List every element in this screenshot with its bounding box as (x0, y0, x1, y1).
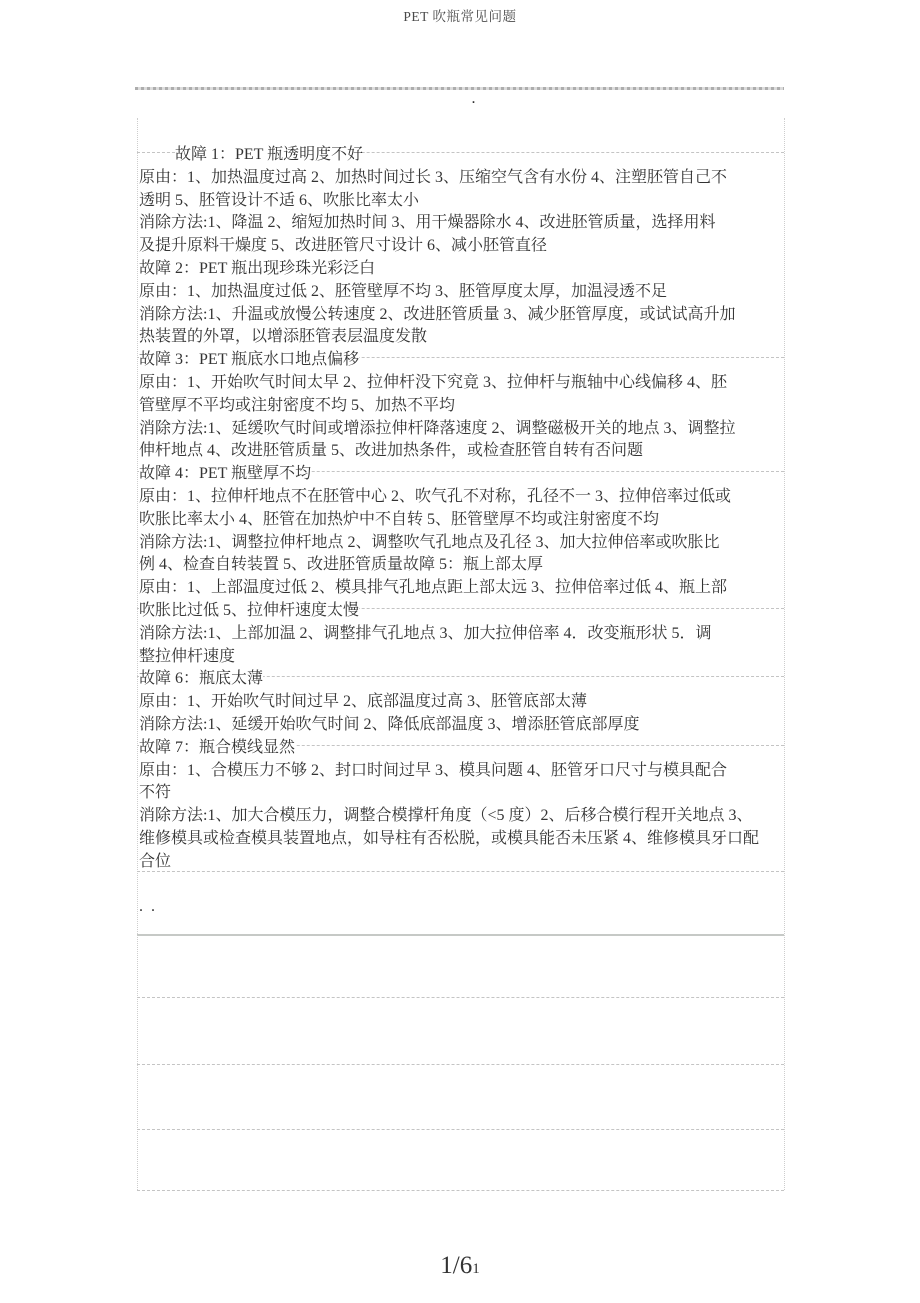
text-line: 故障 2：PET 瓶出现珍珠光彩泛白 (139, 259, 376, 277)
text-line: 热装置的外罩，以增添胚管表层温度发散 (139, 328, 428, 346)
text-line: 例 4、检查自转装置 5、改进胚管质量故障 5：瓶上部太厚 (139, 556, 544, 574)
text-line: 原由：1、加热温度过低 2、胚管壁厚不均 3、胚管厚度太厚，加温浸透不足 (139, 282, 668, 300)
header-separator-dot: . (472, 92, 475, 106)
page-number: 1/6 (440, 1252, 473, 1279)
text-line: 故障 6：瓶底太薄 (139, 670, 264, 688)
text-line: 维修模具或检查模具装置地点，如导柱有否松脱，或模具能否未压紧 4、维修模具牙口配 (139, 829, 760, 847)
text-line: 原由：1、开始吹气时间过早 2、底部温度过高 3、胚管底部太薄 (139, 693, 588, 711)
stray-dots: . . (139, 898, 157, 915)
text-line: 原由：1、加热温度过高 2、加热时间过长 3、压缩空气含有水份 4、注塑胚管自己不 (139, 168, 728, 186)
text-line: 故障 1：PET 瓶透明度不好 (175, 146, 364, 163)
text-line: 原由：1、上部温度过低 2、模具排气孔地点距上部太远 3、拉伸倍率过低 4、瓶上部 (139, 579, 728, 597)
row-divider (137, 1129, 784, 1130)
text-line: 不符 (139, 784, 172, 802)
row-divider (137, 1190, 784, 1191)
row-divider (137, 1064, 784, 1065)
text-line: 原由：1、合模压力不够 2、封口时间过早 3、模具问题 4、胚管牙口尺寸与模具配合 (139, 761, 728, 779)
text-line: 整拉伸杆速度 (139, 647, 236, 665)
header-rule (135, 87, 784, 90)
text-line: 消除方法:1、延缓吹气时间或增添拉伸杆降落速度 2、调整磁极开关的地点 3、调整拉 (139, 419, 736, 437)
text-line: 透明 5、胚管设计不适 6、吹胀比率太小 (139, 191, 420, 209)
text-line: 吹胀比过低 5、拉伸杆速度太慢 (139, 601, 360, 619)
table-border-right (784, 118, 785, 1190)
row-divider-solid (137, 934, 784, 936)
text-line: 消除方法:1、降温 2、缩短加热时间 3、用干燥器除水 4、改进胚管质量，选择用料 (139, 214, 716, 232)
text-line: 及提升原料干燥度 5、改进胚管尺寸设计 6、减小胚管直径 (139, 237, 548, 255)
text-line: 合位 (139, 852, 172, 870)
text-line: 故障 3：PET 瓶底水口地点偏移 (139, 351, 360, 369)
page-footer (0, 1252, 920, 1280)
text-line: 消除方法:1、加大合模压力，调整合模撑杆角度（<5 度）2、后移合模行程开关地点 3、 (139, 807, 753, 825)
text-line: 消除方法:1、调整拉伸杆地点 2、调整吹气孔地点及孔径 3、加大拉伸倍率或吹胀比 (139, 533, 720, 551)
document-body (139, 144, 784, 874)
page-title: PET 吹瓶常见问题 (403, 9, 517, 24)
text-line: 吹胀比率太小 4、胚管在加热炉中不自转 5、胚管壁厚不均或注射密度不均 (139, 510, 660, 528)
text-line: 故障 4：PET 瓶壁厚不均 (139, 465, 312, 483)
row-divider (137, 997, 784, 998)
text-line: 消除方法:1、延缓开始吹气时间 2、降低底部温度 3、增添胚管底部厚度 (139, 715, 640, 733)
text-line: 消除方法:1、上部加温 2、调整排气孔地点 3、加大拉伸倍率 4．改变瓶形状 5．调 (139, 624, 712, 642)
text-line: 原由：1、开始吹气时间太早 2、拉伸杆没下究竟 3、拉伸杆与瓶轴中心线偏移 4、胚 (139, 373, 728, 391)
text-line: 故障 7：瓶合模线显然 (139, 738, 296, 756)
text-line: 伸杆地点 4、改进胚管质量 5、改进加热条件，或检查胚管自转有否问题 (139, 442, 644, 460)
text-line: 消除方法:1、升温或放慢公转速度 2、改进胚管质量 3、减少胚管厚度，或试试高升加 (139, 305, 736, 323)
text-line: 原由：1、拉伸杆地点不在胚管中心 2、吹气孔不对称，孔径不一 3、拉伸倍率过低或 (139, 487, 732, 505)
text-line: 管壁厚不平均或注射密度不均 5、加热不平均 (139, 396, 456, 414)
table-border-left (137, 118, 138, 1190)
page-number-suffix: 1 (472, 1261, 480, 1277)
